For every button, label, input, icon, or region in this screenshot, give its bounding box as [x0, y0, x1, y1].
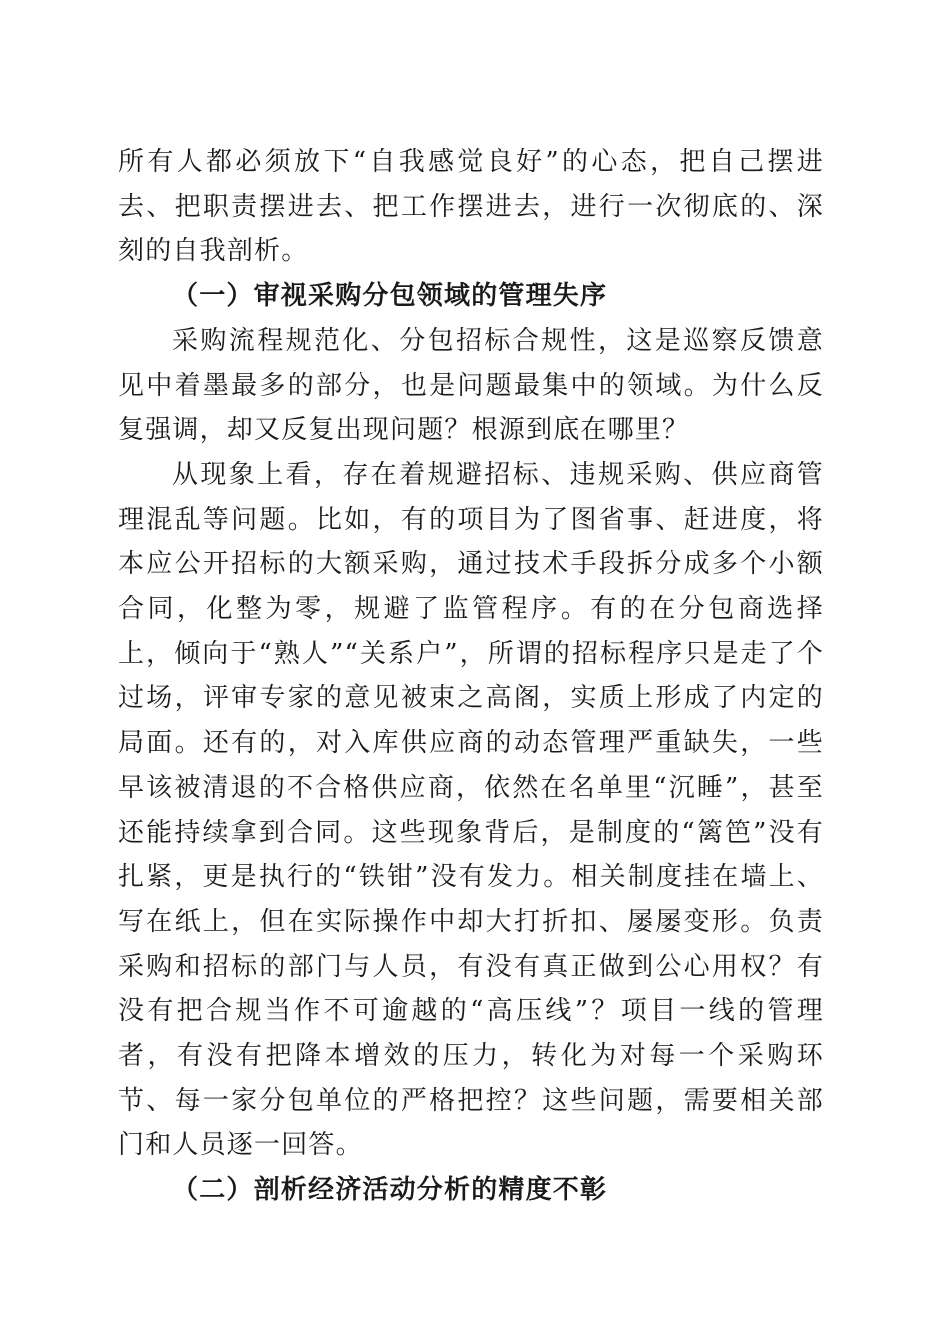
body-paragraph-2: 从现象上看，存在着规避招标、违规采购、供应商管理混乱等问题。比如，有的项目为了图省事、赶进度，将本应公开招标的大额采购，通过技术手段拆分成多个小额合同，化整为零，规避了监管程序。有的在分包商选择上，倾向于“熟人”“关系户”，所谓的招标程序只是走了个过场，评审专家的意见被束之高阁，实质上形成了内定的局面。还有的，对入库供应商的动态管理严重缺失，一些早该被清退的不合格供应商，依然在名单里“沉睡”，甚至还能持续拿到合同。这些现象背后，是制度的“篱笆”没有扎紧，更是执行的“铁钳”没有发力。相关制度挂在墙上、写在纸上，但在实际操作中却大打折扣、屡屡变形。负责采购和招标的部门与人员，有没有真正做到公心用权？有没有把合规当作不可逾越的“高压线”？项目一线的管理者，有没有把降本增效的压力，转化为对每一个采购环节、每一家分包单位的严格把控？这些问题，需要相关部门和人员逐一回答。	[118, 459, 824, 1161]
intro-paragraph: 所有人都必须放下“自我感觉良好”的心态，把自己摆进去、把职责摆进去、把工作摆进去，进行一次彻底的、深刻的自我剖析。	[118, 147, 824, 267]
document-page	[118, 140, 824, 1213]
body-paragraph-1: 采购流程规范化、分包招标合规性，这是巡察反馈意见中着墨最多的部分，也是问题最集中的领域。为什么反复强调，却又反复出现问题？根源到底在哪里？	[118, 325, 824, 446]
section-heading-1: （一）审视采购分包领域的管理失序	[172, 281, 608, 312]
section-heading-2: （二）剖析经济活动分析的精度不彰	[172, 1175, 608, 1206]
